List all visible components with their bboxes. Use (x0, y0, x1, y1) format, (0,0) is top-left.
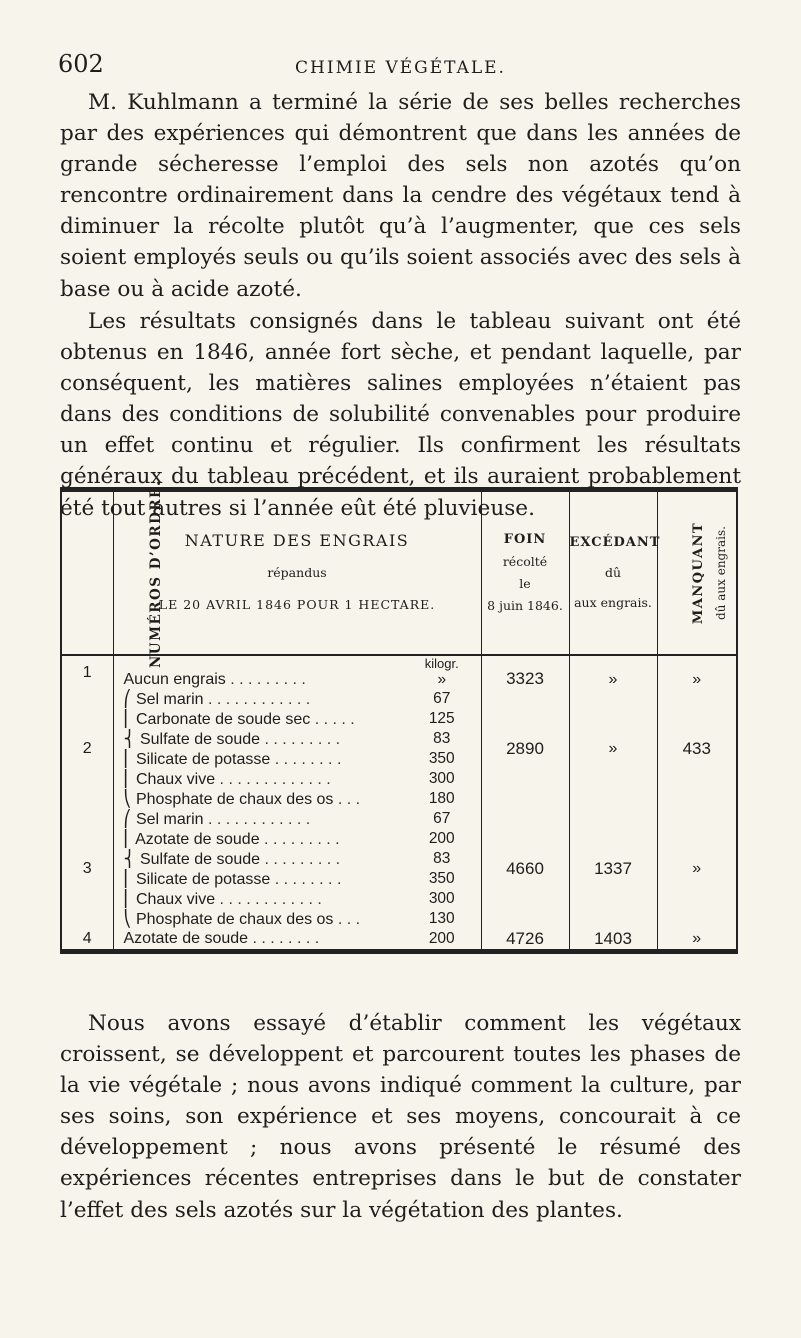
paragraph-closing: Nous avons essayé d’établir comment les végétaux croissent, se développent et parcourent toutes les phases de la vie végétale ; nous avons indiqué comment la culture, par ses soins, son expérience et ses moyens, concourait à ce développement ; nous avons présenté le résumé des expériences récentes entreprises dans le but de constater l’effet des sels azotés sur la végétation des plantes. (60, 1011, 741, 1223)
header-foin: FOIN récolté le 8 juin 1846. (481, 490, 569, 656)
paragraph-intro: M. Kuhlmann a terminé la série de ses belles recherches par des expériences qui démontrent que dans les années de grande sécheresse l’emploi des sels non azotés qu’on rencontre ordinairement dans la cendre des végétaux tend à diminuer la récolte plutôt qu’à l’augmenter, que ces sels soient employés seuls ou qu’ils soient associés avec des sels à base ou à acide azoté. (60, 90, 741, 302)
header-nature: NATURE DES ENGRAIS répandus LE 20 AVRIL 1846 POUR 1 HECTARE. (113, 490, 481, 656)
fertilizer-name: ⎝ Phosphate de chaux des os . . . (113, 909, 403, 929)
fertilizer-kg: 67 (433, 810, 451, 827)
excedant-value: » (569, 655, 657, 689)
table-row (61, 809, 737, 829)
header-numeros: NUMÉROS D’ORDRE. (61, 490, 113, 656)
fertilizer-name: ⎜ Silicate de potasse . . . . . . . . (113, 869, 403, 889)
excedant-value: » (569, 689, 657, 809)
fertilizer-name: ⎜ Azotate de soude . . . . . . . . . (113, 829, 403, 849)
page-number: 602 (58, 50, 104, 78)
foin-value: 4660 (481, 809, 569, 929)
fertilizer-results-table (60, 479, 738, 954)
fertilizer-kg: 83 (433, 730, 451, 747)
row-number: 3 (82, 860, 92, 877)
excedant-value: 1337 (569, 809, 657, 929)
running-title: CHIMIE VÉGÉTALE. (295, 58, 506, 78)
fertilizer-kg: 350 (428, 870, 455, 887)
manquant-value: » (657, 809, 737, 929)
fertilizer-name: ⎜ Carbonate de soude sec . . . . . (113, 709, 403, 729)
fertilizer-kg: 350 (428, 750, 455, 767)
row-number: 1 (82, 663, 92, 681)
fertilizer-name: ⎜ Silicate de potasse . . . . . . . . (113, 749, 403, 769)
manquant-value: » (657, 929, 737, 952)
fertilizer-name: ⎨ Sulfate de soude . . . . . . . . . (113, 849, 403, 869)
row-number: 4 (82, 930, 92, 947)
fertilizer-name: ⎜ Chaux vive . . . . . . . . . . . . (113, 889, 403, 909)
page-header (0, 44, 801, 84)
fertilizer-kg: 83 (433, 850, 451, 867)
foin-value: 3323 (481, 655, 569, 689)
fertilizer-name: ⎛ Sel marin . . . . . . . . . . . . (113, 689, 403, 709)
foin-value: 2890 (481, 689, 569, 809)
table-row (61, 929, 737, 952)
fertilizer-kg: 300 (428, 890, 455, 907)
fertilizer-kg: kilogr. » (424, 656, 459, 688)
header-excedant: EXCÉDANT dû aux engrais. (569, 490, 657, 656)
fertilizer-kg: 200 (428, 830, 455, 847)
fertilizer-name: Aucun engrais . . . . . . . . . (113, 655, 403, 689)
fertilizer-kg: 300 (428, 770, 455, 787)
row-number: 2 (82, 740, 92, 757)
foin-value: 4726 (481, 929, 569, 952)
fertilizer-name: ⎝ Phosphate de chaux des os . . . (113, 789, 403, 809)
fertilizer-kg: 130 (428, 910, 455, 927)
fertilizer-kg: 67 (433, 690, 451, 707)
fertilizer-name: ⎛ Sel marin . . . . . . . . . . . . (113, 809, 403, 829)
manquant-value: » (657, 655, 737, 689)
fertilizer-kg: 200 (428, 930, 455, 947)
header-manquant: MANQUANT dû aux engrais. (657, 490, 737, 656)
excedant-value: 1403 (569, 929, 657, 952)
fertilizer-name: ⎜ Chaux vive . . . . . . . . . . . . . (113, 769, 403, 789)
table-row (61, 689, 737, 709)
fertilizer-kg: 125 (428, 710, 455, 727)
fertilizer-name: Azotate de soude . . . . . . . . (113, 929, 403, 952)
paragraph-results: Les résultats consignés dans le tableau suivant ont été obtenus en 1846, année fort sèche, et pendant laquelle, par conséquent, les matières salines employées n’étaient pas dans des conditions de solubilité convenables pour produire un effet continu et régulier. Ils confirment les résultats généraux du tableau précédent, et ils auraient probablement été tout autres si l’année eût été pluvieuse. (60, 309, 741, 521)
fertilizer-name: ⎨ Sulfate de soude . . . . . . . . . (113, 729, 403, 749)
table-header-row (61, 490, 737, 656)
manquant-value: 433 (657, 689, 737, 809)
fertilizer-kg: 180 (428, 790, 455, 807)
